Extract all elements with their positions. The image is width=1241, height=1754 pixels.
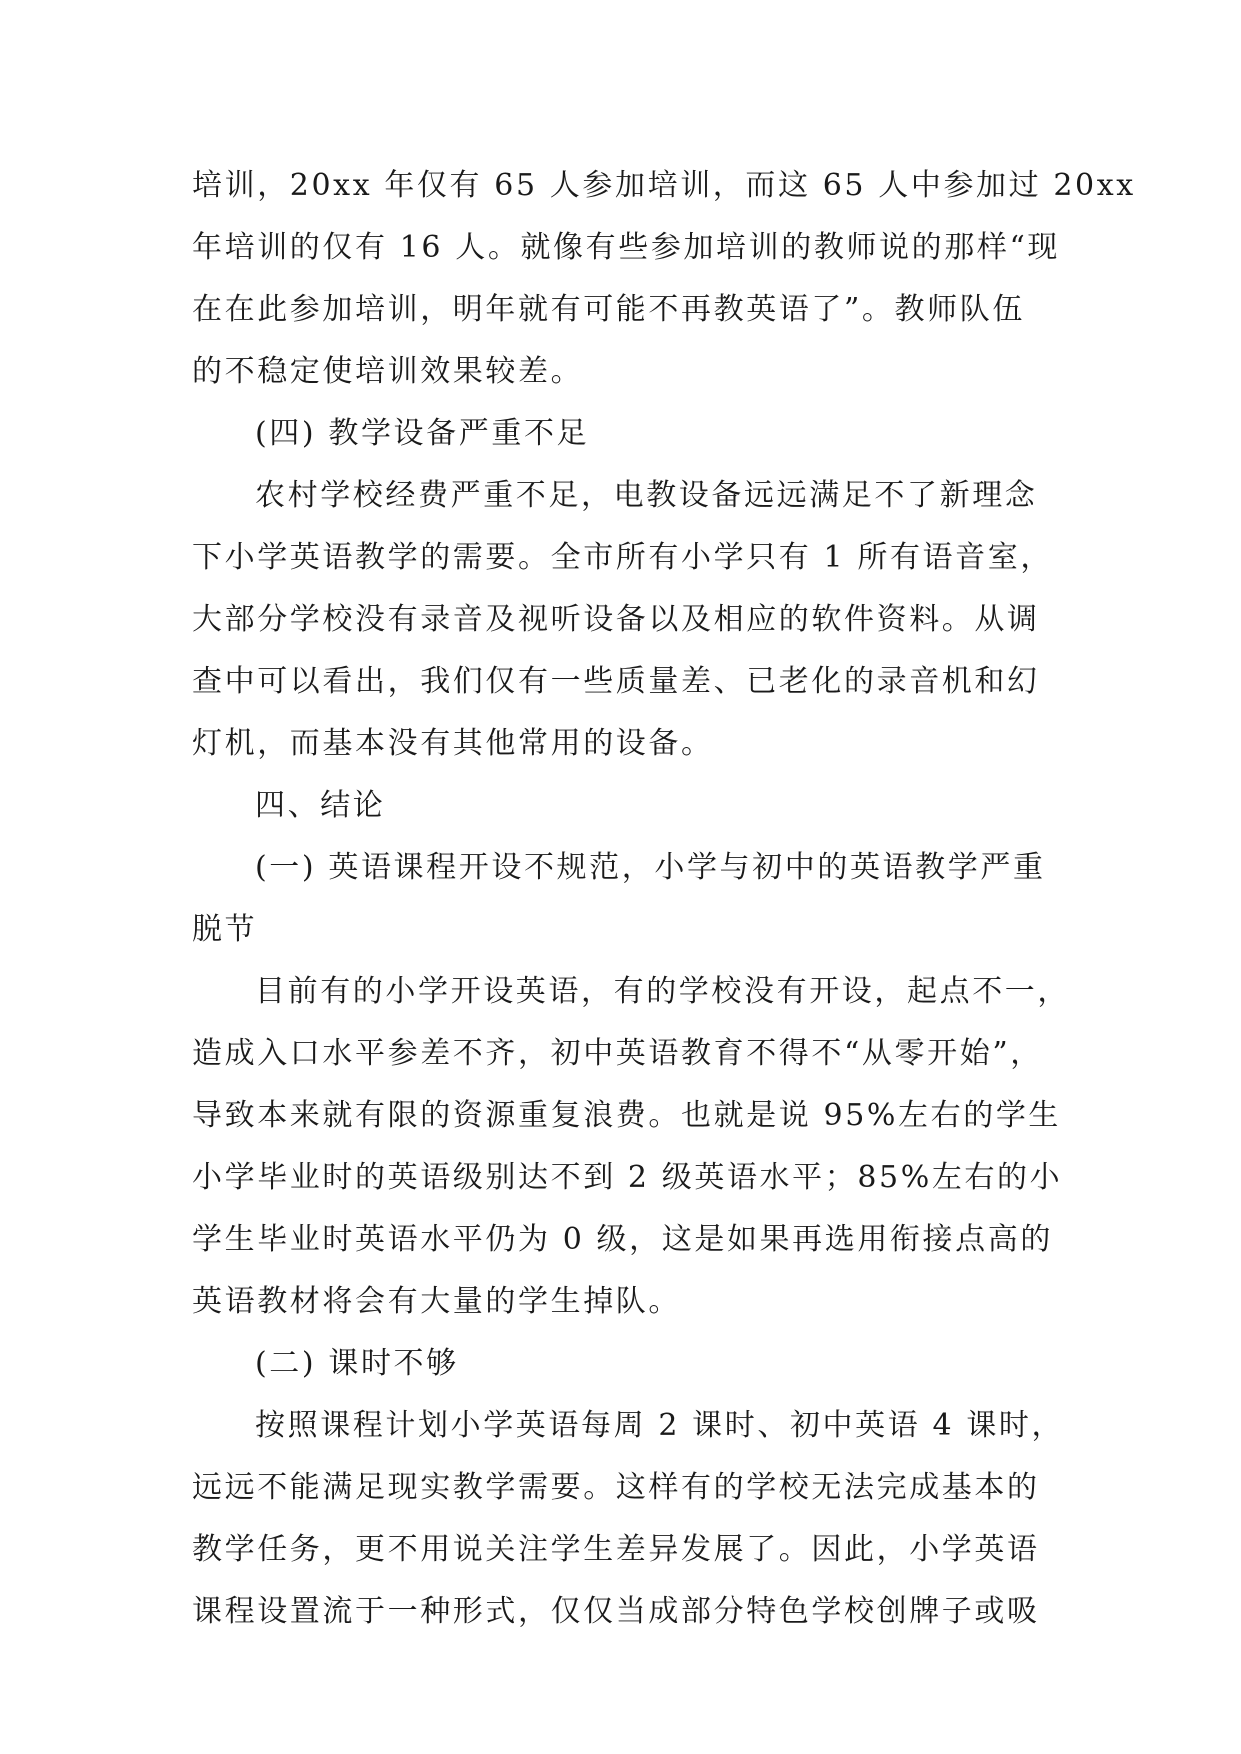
text-line: 小学毕业时的英语级别达不到 2 级英语水平；85%左右的小 [192,1160,1063,1195]
text-line: (二) 课时不够 [255,1346,459,1381]
text-line: (四) 教学设备严重不足 [255,416,590,451]
text-line: 目前有的小学开设英语，有的学校没有开设，起点不一， [255,974,1070,1009]
text-line: 脱节 [192,912,258,947]
text-line: 按照课程计划小学英语每周 2 课时、初中英语 4 课时， [255,1408,1065,1443]
text-line: 在在此参加培训，明年就有可能不再教英语了”。教师队伍 [192,292,1025,327]
text-line: 大部分学校没有录音及视听设备以及相应的软件资料。从调 [192,602,1040,637]
text-line: 课程设置流于一种形式，仅仅当成部分特色学校创牌子或吸 [192,1594,1040,1629]
text-line: 导致本来就有限的资源重复浪费。也就是说 95%左右的学生 [192,1098,1062,1133]
text-line: 灯机，而基本没有其他常用的设备。 [192,726,714,761]
text-line: 下小学英语教学的需要。全市所有小学只有 1 所有语音室， [192,540,1053,575]
text-line: 英语教材将会有大量的学生掉队。 [192,1284,681,1319]
text-line: 年培训的仅有 16 人。就像有些参加培训的教师说的那样“现 [192,230,1060,265]
text-line: 的不稳定使培训效果较差。 [192,354,584,389]
text-line: 培训，20xx 年仅有 65 人参加培训，而这 65 人中参加过 20xx [192,168,1136,203]
text-line: 农村学校经费严重不足，电教设备远远满足不了新理念 [255,478,1038,513]
text-line: 造成入口水平参差不齐，初中英语教育不得不“从零开始”， [192,1036,1043,1071]
document-body [192,155,1136,1643]
text-line: 学生毕业时英语水平仍为 0 级，这是如果再选用衔接点高的 [192,1222,1053,1257]
text-line: 查中可以看出，我们仅有一些质量差、已老化的录音机和幻 [192,664,1040,699]
text-line: 远远不能满足现实教学需要。这样有的学校无法完成基本的 [192,1470,1040,1505]
text-line: 四、结论 [255,788,386,823]
text-line: 教学任务，更不用说关注学生差异发展了。因此，小学英语 [192,1532,1040,1567]
text-line: (一) 英语课程开设不规范，小学与初中的英语教学严重 [255,850,1046,885]
